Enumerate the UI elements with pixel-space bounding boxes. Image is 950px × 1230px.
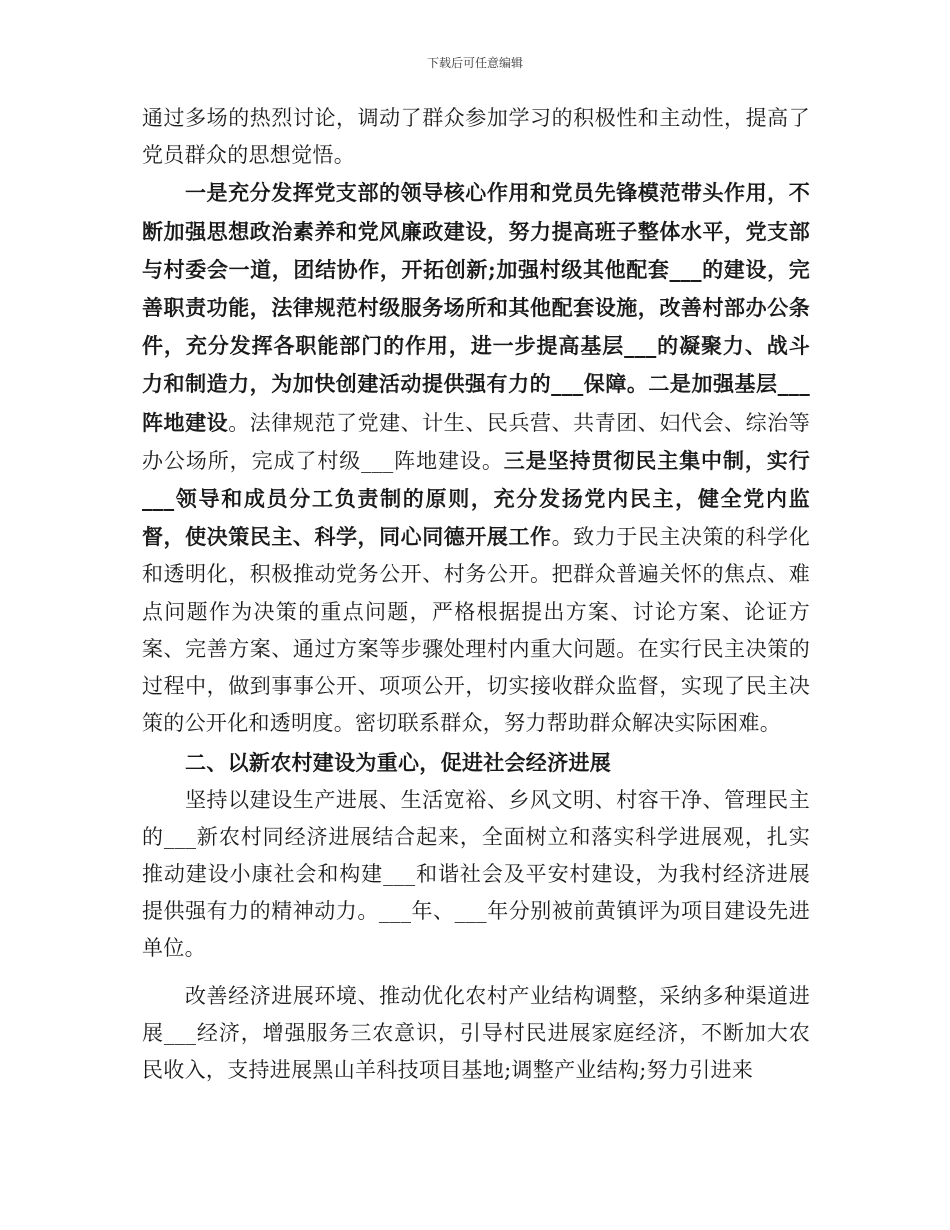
section-heading-2: 二、以新农村建设为重心，促进社会经济进展 [185,750,611,776]
paragraph-2-bold-b: 三是坚持贯彻民主集中制，实行___领导和成员分工负责制的原则，充分发扬党内民主，健全党内监督，使决策民主、科学，同心同德开展工作 [142,447,810,550]
paragraph-2-bold-a: 一是充分发挥党支部的领导核心作用和党员先锋模范带头作用，不断加强思想政治素养和党风廉政建设，努力提高班子整体水平，党支部与村委会一道，团结协作，开拓创新;加强村级其他配套___的建设，完善职责功能，法律规范村级服务场所和其他配套设施，改善村部办公条件，充分发挥各职能部门的作用，进一步提高基层___的凝聚力、战斗力和制造力，为加快创建活动提供强有力的___保障。二是加强基层___阵地建设 [142,180,810,435]
paragraph-4: 改善经济进展环境、推动优化农村产业结构调整，采纳多种渠道进展___经济，增强服务三农意识，引导村民进展家庭经济，不断加大农民收入，支持进展黑山羊科技项目基地;调整产业结构;努力引进来 [142,983,810,1083]
page-header: 下载后可任意编辑 [426,56,523,70]
paragraph-1: 通过多场的热烈讨论，调动了群众参加学习的积极性和主动性，提高了党员群众的思想觉悟。 [142,106,810,168]
paragraph-2-normal-a: 。法律规范了党建、计生、民兵营、共青团、妇代会、综治等办公场所，完成了村级___阵地建设。 [142,410,810,473]
paragraph-2-normal-b: 。致力于民主决策的科学化和透明化，积极推动党务公开、村务公开。把群众普遍关怀的焦点、难点问题作为决策的重点问题，严格根据提出方案、讨论方案、论证方案、完善方案、通过方案等步骤处理村内重大问题。在实行民主决策的过程中，做到事事公开、项项公开，切实接收群众监督，实现了民主决策的公开化和透明度。密切联系群众，努力帮助群众解决实际困难。 [142,525,810,736]
document-body [142,100,810,1089]
paragraph-3: 坚持以建设生产进展、生活宽裕、乡风文明、村容干净、管理民主的___新农村同经济进展结合起来，全面树立和落实科学进展观，扎实推动建设小康社会和构建___和谐社会及平安村建设，为我村经济进展提供强有力的精神动力。___年、___年分别被前黄镇评为项目建设先进单位。 [142,787,810,961]
paragraph-2 [142,174,810,742]
